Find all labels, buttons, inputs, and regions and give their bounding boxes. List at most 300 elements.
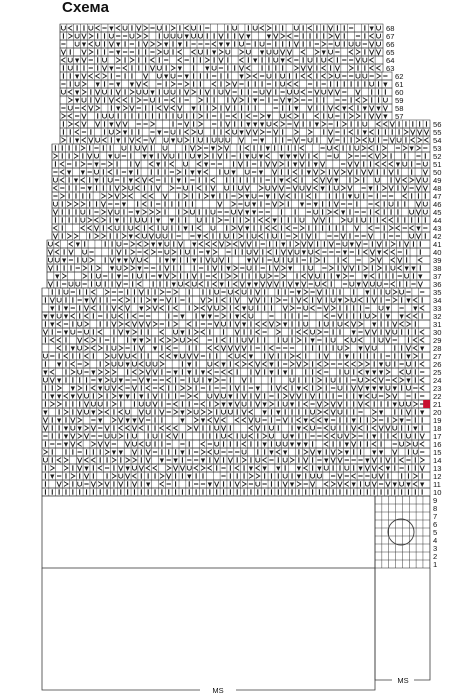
v-decrease-icon: [208, 306, 212, 311]
v-decrease-icon: [82, 122, 86, 127]
yarn-over-u-icon: [324, 322, 328, 326]
ssk-greater-than-icon: [142, 210, 146, 215]
v-decrease-icon: [119, 330, 123, 335]
yarn-over-u-icon: [356, 42, 360, 46]
centered-decrease-arrow-icon: [201, 371, 205, 376]
v-decrease-icon: [348, 162, 352, 167]
k2tog-less-than-icon: [420, 330, 424, 335]
centered-decrease-arrow-icon: [91, 411, 95, 416]
ssk-greater-than-icon: [137, 34, 141, 39]
v-decrease-icon: [383, 106, 387, 111]
yarn-over-u-icon: [164, 34, 168, 38]
yarn-over-u-icon: [122, 146, 126, 150]
yarn-over-u-icon: [345, 370, 349, 374]
v-decrease-icon: [294, 122, 298, 127]
ssk-greater-than-icon: [317, 330, 321, 335]
v-decrease-icon: [82, 50, 86, 55]
ssk-greater-than-icon: [393, 298, 397, 303]
ssk-greater-than-icon: [122, 234, 126, 239]
ssk-greater-than-icon: [151, 250, 155, 255]
ssk-greater-than-icon: [356, 50, 360, 55]
centered-decrease-arrow-icon: [245, 195, 249, 200]
yarn-over-u-icon: [365, 314, 369, 318]
v-decrease-icon: [301, 66, 305, 71]
k2tog-less-than-icon: [68, 26, 72, 31]
k2tog-less-than-icon: [55, 242, 59, 247]
centered-decrease-arrow-icon: [365, 291, 369, 296]
centered-decrease-arrow-icon: [239, 75, 243, 80]
k2tog-less-than-icon: [304, 386, 308, 391]
ssk-greater-than-icon: [356, 138, 360, 143]
yarn-over-u-icon: [164, 90, 168, 94]
centered-decrease-arrow-icon: [119, 395, 123, 400]
ssk-greater-than-icon: [172, 250, 176, 255]
yarn-over-u-icon: [186, 250, 190, 254]
yarn-over-u-icon: [410, 234, 414, 238]
ssk-greater-than-icon: [90, 258, 94, 263]
k2tog-less-than-icon: [213, 274, 217, 279]
yarn-over-u-icon: [242, 338, 246, 342]
yarn-over-u-icon: [136, 146, 140, 150]
v-decrease-icon: [242, 410, 246, 415]
yarn-over-u-icon: [71, 330, 75, 334]
ssk-greater-than-icon: [146, 338, 150, 343]
yarn-over-u-icon: [181, 354, 185, 358]
yarn-over-u-icon: [311, 330, 315, 334]
k2tog-less-than-icon: [55, 250, 59, 255]
yarn-over-u-icon: [226, 138, 230, 142]
centered-decrease-arrow-icon: [178, 67, 182, 72]
ssk-greater-than-icon: [276, 298, 280, 303]
centered-decrease-arrow-icon: [156, 163, 160, 168]
ssk-greater-than-icon: [81, 162, 85, 167]
centered-decrease-arrow-icon: [153, 347, 157, 352]
yarn-over-u-icon: [136, 218, 140, 222]
centered-decrease-arrow-icon: [91, 371, 95, 376]
ssk-greater-than-icon: [74, 154, 78, 159]
v-decrease-icon: [150, 66, 154, 71]
v-decrease-icon: [356, 90, 360, 95]
k2tog-less-than-icon: [132, 354, 136, 359]
yarn-over-u-icon: [377, 26, 381, 30]
k2tog-less-than-icon: [144, 82, 148, 87]
v-decrease-icon: [393, 322, 397, 327]
yarn-over-u-icon: [338, 386, 342, 390]
v-decrease-icon: [77, 338, 81, 343]
v-decrease-icon: [153, 394, 157, 399]
ssk-greater-than-icon: [82, 90, 86, 95]
yarn-over-u-icon: [295, 250, 299, 254]
yarn-over-u-icon: [232, 210, 236, 214]
centered-decrease-arrow-icon: [170, 219, 174, 224]
chart-row: [42, 408, 430, 416]
yarn-over-u-icon: [219, 138, 223, 142]
k2tog-less-than-icon: [116, 98, 120, 103]
yarn-over-u-icon: [171, 74, 175, 78]
yarn-over-u-icon: [252, 154, 256, 158]
k2tog-less-than-icon: [208, 370, 212, 375]
k2tog-less-than-icon: [249, 362, 253, 367]
centered-decrease-arrow-icon: [192, 243, 196, 248]
centered-decrease-arrow-icon: [157, 131, 161, 136]
yarn-over-u-icon: [213, 258, 217, 262]
ssk-greater-than-icon: [370, 258, 374, 263]
v-decrease-icon: [338, 402, 342, 407]
ssk-greater-than-icon: [341, 170, 345, 175]
v-decrease-icon: [150, 138, 154, 143]
ssk-greater-than-icon: [64, 410, 68, 415]
yarn-over-u-icon: [109, 114, 113, 118]
yarn-over-u-icon: [309, 250, 313, 254]
v-decrease-icon: [389, 186, 393, 191]
k2tog-less-than-icon: [132, 370, 136, 375]
centered-decrease-arrow-icon: [386, 315, 390, 320]
v-decrease-icon: [365, 330, 369, 335]
k2tog-less-than-icon: [287, 34, 291, 39]
v-decrease-icon: [269, 322, 273, 327]
ssk-greater-than-icon: [218, 218, 222, 223]
k2tog-less-than-icon: [273, 226, 277, 231]
centered-decrease-arrow-icon: [410, 147, 414, 152]
k2tog-less-than-icon: [316, 250, 320, 255]
yarn-over-u-icon: [252, 234, 256, 238]
k2tog-less-than-icon: [314, 186, 318, 191]
centered-decrease-arrow-icon: [190, 171, 194, 176]
v-decrease-icon: [130, 138, 134, 143]
v-decrease-icon: [48, 250, 52, 255]
centered-decrease-arrow-icon: [246, 123, 250, 128]
v-decrease-icon: [288, 250, 292, 255]
centered-decrease-arrow-icon: [191, 107, 195, 112]
v-decrease-icon: [256, 370, 260, 375]
centered-decrease-arrow-icon: [245, 155, 249, 160]
yarn-over-u-icon: [64, 290, 68, 294]
centered-decrease-arrow-icon: [235, 315, 239, 320]
centered-decrease-arrow-icon: [158, 243, 162, 248]
chart-row: [60, 24, 383, 32]
k2tog-less-than-icon: [136, 178, 140, 183]
centered-decrease-arrow-icon: [185, 35, 189, 40]
yarn-over-u-icon: [249, 314, 253, 318]
ssk-greater-than-icon: [233, 274, 237, 279]
yarn-over-u-icon: [103, 58, 107, 62]
v-decrease-icon: [132, 386, 136, 391]
yarn-over-u-icon: [403, 162, 407, 166]
centered-decrease-arrow-icon: [260, 51, 264, 56]
centered-decrease-arrow-icon: [254, 283, 258, 288]
yarn-over-u-icon: [308, 58, 312, 62]
k2tog-less-than-icon: [301, 90, 305, 95]
k2tog-less-than-icon: [222, 370, 226, 375]
v-decrease-icon: [239, 66, 243, 71]
centered-decrease-arrow-icon: [150, 91, 154, 96]
k2tog-less-than-icon: [174, 402, 178, 407]
centered-decrease-arrow-icon: [94, 163, 98, 168]
centered-decrease-arrow-icon: [153, 299, 157, 304]
ssk-greater-than-icon: [132, 330, 136, 335]
v-decrease-icon: [101, 202, 105, 207]
v-decrease-icon: [142, 146, 146, 151]
centered-decrease-arrow-icon: [123, 131, 127, 136]
ssk-greater-than-icon: [315, 50, 319, 55]
v-decrease-icon: [267, 282, 271, 287]
v-decrease-icon: [137, 26, 141, 31]
v-decrease-icon: [335, 66, 339, 71]
centered-decrease-arrow-icon: [71, 387, 75, 392]
k2tog-less-than-icon: [96, 26, 100, 31]
centered-decrease-arrow-icon: [142, 155, 146, 160]
centered-decrease-arrow-icon: [156, 219, 160, 224]
k2tog-less-than-icon: [343, 258, 347, 263]
yarn-over-u-icon: [316, 274, 320, 278]
v-decrease-icon: [130, 258, 134, 263]
k2tog-less-than-icon: [370, 274, 374, 279]
v-decrease-icon: [393, 394, 397, 399]
centered-decrease-arrow-icon: [50, 395, 54, 400]
k2tog-less-than-icon: [192, 50, 196, 55]
k2tog-less-than-icon: [307, 194, 311, 199]
yarn-over-u-icon: [164, 50, 168, 54]
centered-decrease-arrow-icon: [139, 339, 143, 344]
v-decrease-icon: [87, 154, 91, 159]
ssk-greater-than-icon: [185, 138, 189, 143]
yarn-over-u-icon: [75, 82, 79, 86]
yarn-over-u-icon: [304, 306, 308, 310]
v-decrease-icon: [116, 90, 120, 95]
v-decrease-icon: [221, 346, 225, 351]
k2tog-less-than-icon: [212, 42, 216, 47]
ssk-greater-than-icon: [295, 242, 299, 247]
k2tog-less-than-icon: [301, 50, 305, 55]
centered-decrease-arrow-icon: [260, 123, 264, 128]
ssk-greater-than-icon: [122, 186, 126, 191]
yarn-over-u-icon: [146, 410, 150, 414]
centered-decrease-arrow-icon: [173, 355, 177, 360]
yarn-over-u-icon: [194, 378, 198, 382]
v-decrease-icon: [328, 106, 332, 111]
k2tog-less-than-icon: [60, 170, 64, 175]
yarn-over-u-icon: [383, 98, 387, 102]
v-decrease-icon: [274, 34, 278, 39]
ssk-greater-than-icon: [317, 378, 321, 383]
k2tog-less-than-icon: [211, 178, 215, 183]
ssk-greater-than-icon: [153, 322, 157, 327]
k2tog-less-than-icon: [420, 362, 424, 367]
k2tog-less-than-icon: [60, 162, 64, 167]
ssk-greater-than-icon: [105, 362, 109, 367]
centered-decrease-arrow-icon: [178, 43, 182, 48]
k2tog-less-than-icon: [142, 202, 146, 207]
k2tog-less-than-icon: [108, 226, 112, 231]
v-decrease-icon: [272, 162, 276, 167]
v-decrease-icon: [293, 186, 297, 191]
centered-decrease-arrow-icon: [334, 179, 338, 184]
centered-decrease-arrow-icon: [75, 91, 79, 96]
v-decrease-icon: [119, 354, 123, 359]
k2tog-less-than-icon: [228, 354, 232, 359]
centered-decrease-arrow-icon: [206, 251, 210, 256]
ssk-greater-than-icon: [201, 410, 205, 415]
centered-decrease-arrow-icon: [75, 139, 79, 144]
centered-decrease-arrow-icon: [228, 395, 232, 400]
ssk-greater-than-icon: [329, 34, 333, 39]
yarn-over-u-icon: [377, 282, 381, 286]
yarn-over-u-icon: [55, 258, 59, 262]
k2tog-less-than-icon: [246, 114, 250, 119]
v-decrease-icon: [116, 122, 120, 127]
yarn-over-u-icon: [379, 306, 383, 310]
ssk-greater-than-icon: [382, 154, 386, 159]
k2tog-less-than-icon: [204, 170, 208, 175]
ssk-greater-than-icon: [226, 82, 230, 87]
v-decrease-icon: [82, 34, 86, 39]
v-decrease-icon: [376, 114, 380, 119]
yarn-over-u-icon: [252, 194, 256, 198]
v-decrease-icon: [163, 194, 167, 199]
v-decrease-icon: [240, 282, 244, 287]
v-decrease-icon: [240, 242, 244, 247]
k2tog-less-than-icon: [82, 106, 86, 111]
yarn-over-u-icon: [57, 298, 61, 302]
ssk-greater-than-icon: [160, 290, 164, 295]
yarn-over-u-icon: [331, 298, 335, 302]
chart-row: [60, 56, 383, 64]
v-decrease-icon: [267, 90, 271, 95]
v-decrease-icon: [276, 386, 280, 391]
yarn-over-u-icon: [372, 346, 376, 350]
v-decrease-icon: [300, 154, 304, 159]
yarn-over-u-icon: [191, 154, 195, 158]
v-decrease-icon: [109, 98, 113, 103]
centered-decrease-arrow-icon: [259, 171, 263, 176]
v-decrease-icon: [82, 114, 86, 119]
yarn-over-u-icon: [151, 98, 155, 102]
yarn-over-u-icon: [85, 410, 89, 414]
yarn-over-u-icon: [393, 330, 397, 334]
k2tog-less-than-icon: [263, 322, 267, 327]
ssk-greater-than-icon: [139, 370, 143, 375]
ssk-greater-than-icon: [78, 386, 82, 391]
centered-decrease-arrow-icon: [116, 139, 120, 144]
k2tog-less-than-icon: [403, 194, 407, 199]
v-decrease-icon: [328, 90, 332, 95]
yarn-over-u-icon: [199, 50, 203, 54]
yarn-over-u-icon: [81, 218, 85, 222]
k2tog-less-than-icon: [424, 138, 428, 143]
centered-decrease-arrow-icon: [413, 307, 417, 312]
yarn-over-u-icon: [222, 394, 226, 398]
centered-decrease-arrow-icon: [300, 203, 304, 208]
centered-decrease-arrow-icon: [110, 267, 114, 272]
k2tog-less-than-icon: [53, 226, 57, 231]
v-decrease-icon: [287, 50, 291, 55]
k2tog-less-than-icon: [81, 226, 85, 231]
yarn-over-u-icon: [192, 34, 196, 38]
ssk-greater-than-icon: [213, 250, 217, 255]
centered-decrease-arrow-icon: [43, 371, 47, 376]
v-decrease-icon: [246, 130, 250, 135]
v-decrease-icon: [139, 378, 143, 383]
k2tog-less-than-icon: [322, 74, 326, 79]
yarn-over-u-icon: [157, 74, 161, 78]
centered-decrease-arrow-icon: [263, 411, 267, 416]
ssk-greater-than-icon: [187, 410, 191, 415]
k2tog-less-than-icon: [370, 130, 374, 135]
centered-decrease-arrow-icon: [363, 107, 367, 112]
yarn-over-u-icon: [165, 250, 169, 254]
v-decrease-icon: [328, 26, 332, 31]
yarn-over-u-icon: [54, 178, 58, 182]
yarn-over-u-icon: [349, 42, 353, 46]
yarn-over-u-icon: [76, 282, 80, 286]
v-decrease-icon: [398, 258, 402, 263]
v-decrease-icon: [253, 130, 257, 135]
centered-decrease-arrow-icon: [252, 211, 256, 216]
yarn-over-u-icon: [407, 386, 411, 390]
yarn-over-u-icon: [44, 378, 48, 382]
ssk-greater-than-icon: [300, 226, 304, 231]
v-decrease-icon: [361, 170, 365, 175]
k2tog-less-than-icon: [215, 362, 219, 367]
k2tog-less-than-icon: [287, 114, 291, 119]
v-decrease-icon: [290, 394, 294, 399]
v-decrease-icon: [153, 370, 157, 375]
yarn-over-u-icon: [372, 394, 376, 398]
v-decrease-icon: [146, 370, 150, 375]
v-decrease-icon: [94, 226, 98, 231]
k2tog-less-than-icon: [294, 82, 298, 87]
ssk-greater-than-icon: [279, 162, 283, 167]
v-decrease-icon: [288, 282, 292, 287]
yarn-over-u-icon: [253, 26, 257, 30]
centered-decrease-arrow-icon: [146, 379, 150, 384]
ssk-greater-than-icon: [232, 202, 236, 207]
k2tog-less-than-icon: [334, 210, 338, 215]
yarn-over-u-icon: [129, 226, 133, 230]
ssk-greater-than-icon: [150, 122, 154, 127]
v-decrease-icon: [377, 258, 381, 263]
k2tog-less-than-icon: [64, 394, 68, 399]
centered-decrease-arrow-icon: [307, 171, 311, 176]
ssk-greater-than-icon: [105, 290, 109, 295]
v-decrease-icon: [363, 282, 367, 287]
k2tog-less-than-icon: [235, 290, 239, 295]
centered-decrease-arrow-icon: [267, 35, 271, 40]
yarn-over-u-icon: [290, 378, 294, 382]
k2tog-less-than-icon: [269, 346, 273, 351]
centered-decrease-arrow-icon: [253, 123, 257, 128]
k2tog-less-than-icon: [213, 242, 217, 247]
ssk-greater-than-icon: [416, 146, 420, 151]
yarn-over-u-icon: [352, 338, 356, 342]
centered-decrease-arrow-icon: [185, 75, 189, 80]
k2tog-less-than-icon: [160, 306, 164, 311]
ssk-greater-than-icon: [293, 234, 297, 239]
k2tog-less-than-icon: [85, 354, 89, 359]
ssk-greater-than-icon: [242, 362, 246, 367]
ssk-greater-than-icon: [194, 306, 198, 311]
centered-decrease-arrow-icon: [50, 307, 54, 312]
v-decrease-icon: [377, 242, 381, 247]
k2tog-less-than-icon: [171, 98, 175, 103]
yarn-over-u-icon: [370, 138, 374, 142]
centered-decrease-arrow-icon: [115, 219, 119, 224]
k2tog-less-than-icon: [413, 314, 417, 319]
yarn-over-u-icon: [49, 258, 53, 262]
k2tog-less-than-icon: [208, 346, 212, 351]
k2tog-less-than-icon: [226, 130, 230, 135]
ssk-greater-than-icon: [403, 146, 407, 151]
